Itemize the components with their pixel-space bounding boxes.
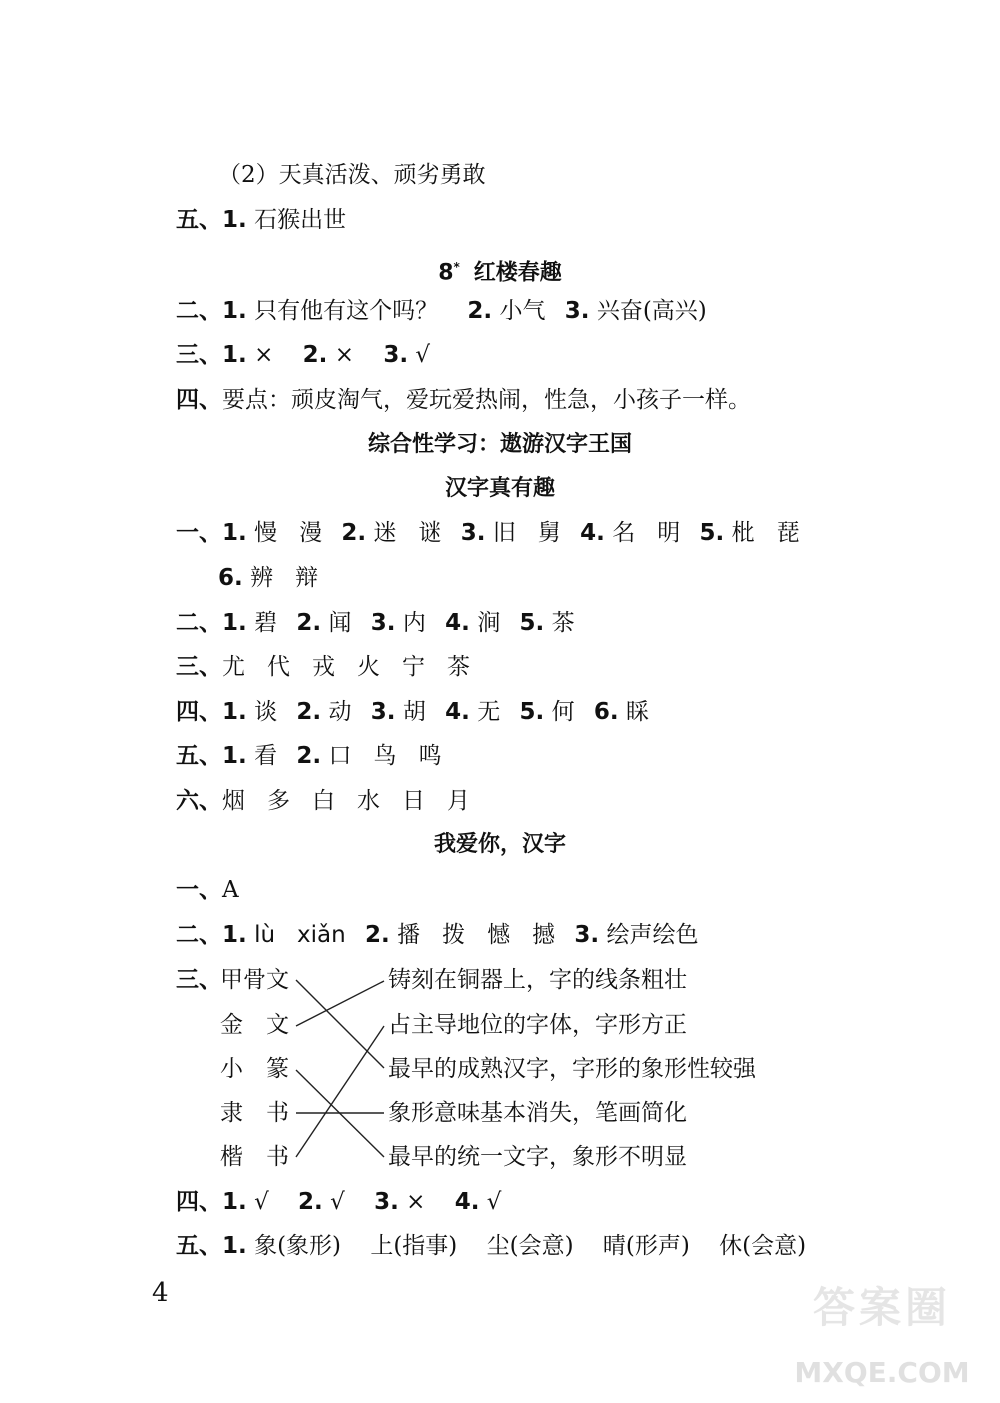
answer-char: 涧 — [477, 610, 501, 636]
answer-char: √ — [486, 1189, 502, 1215]
question-number: 5. — [519, 610, 545, 636]
answer-char: 明 — [657, 520, 681, 546]
answer-char: 谜 — [418, 520, 442, 546]
answer-char: 看 — [254, 743, 278, 769]
answer-text: 只有他有这个吗？ — [254, 298, 439, 324]
page-number: 4 — [152, 1278, 169, 1308]
question-number: 3. — [374, 1189, 399, 1215]
question-number: 4. — [454, 1189, 480, 1215]
answer-char: 动 — [328, 699, 352, 725]
question-number: 5. — [519, 699, 545, 725]
question-number: 二、1. — [176, 922, 247, 948]
question-number: 3. — [383, 342, 409, 368]
answer-text: 小气 — [499, 298, 546, 324]
answer-text: 尘(会意) — [486, 1233, 574, 1259]
answer-char: 慢 — [254, 520, 278, 546]
question-number: 六、 — [176, 788, 222, 814]
question-number: 2. — [298, 1189, 323, 1215]
answer-text: × — [254, 342, 274, 368]
answer-char: 口 — [328, 743, 352, 769]
question-number: 3. — [574, 922, 600, 948]
answer-char: 白 — [312, 788, 335, 814]
answer-line — [176, 1187, 501, 1217]
question-number: 四、 — [176, 387, 222, 413]
answer-char: 宁 — [402, 654, 425, 680]
match-left-item: 楷 书 — [220, 1144, 289, 1170]
answer-char: 拨 — [442, 922, 466, 948]
question-number: 4. — [445, 610, 470, 636]
question-number: 三、1. — [176, 342, 247, 368]
answer-char: 多 — [267, 788, 290, 814]
answer-text: 晴(形声) — [602, 1233, 690, 1259]
answer-char: 茶 — [551, 610, 575, 636]
answer-char: 烟 — [222, 788, 245, 814]
watermark — [792, 1269, 972, 1389]
answer-char: 鸟 — [373, 743, 397, 769]
answer-text: √ — [415, 342, 431, 368]
match-line — [296, 981, 384, 1026]
answer-char: 茶 — [447, 654, 470, 680]
question-number: 3. — [370, 610, 396, 636]
question-number: 三、 — [176, 654, 222, 680]
question-number: 二、1. — [176, 610, 247, 636]
answer-char: 播 — [397, 922, 421, 948]
answer-char: 迷 — [373, 520, 397, 546]
pinyin: lù — [254, 922, 276, 948]
question-number: 五、1. — [176, 1233, 247, 1259]
answer-char: √ — [254, 1189, 269, 1215]
match-line — [296, 980, 384, 1068]
question-number: 3. — [370, 699, 396, 725]
answer-char: 谈 — [254, 699, 278, 725]
answer-text: 要点：顽皮淘气，爱玩爱热闹，性急，小孩子一样。 — [222, 387, 751, 413]
pinyin: xiǎn — [297, 922, 346, 948]
watermark-logo: 答案圈 — [812, 1283, 951, 1332]
answer-char: 名 — [612, 520, 636, 546]
answer-char: 日 — [402, 788, 425, 814]
answer-char: 胡 — [402, 699, 426, 725]
match-right-item: 铸刻在铜器上，字的线条粗壮 — [388, 967, 687, 993]
section-heading: 汉字真有趣 — [444, 476, 555, 501]
question-number: 2. — [365, 922, 390, 948]
question-number: 一、 — [176, 877, 222, 903]
match-left-item: 甲骨文 — [220, 967, 289, 993]
match-left-item: 隶 书 — [220, 1100, 289, 1126]
match-right-item: 最早的统一文字，象形不明显 — [388, 1144, 687, 1170]
answer-text: 象(象形) — [254, 1233, 342, 1259]
question-number: 4. — [445, 699, 470, 725]
answer-text: A — [222, 877, 239, 903]
answer-text: 石猴出世 — [254, 207, 347, 233]
match-right-item: 占主导地位的字体，字形方正 — [388, 1012, 687, 1038]
question-number: 一、1. — [176, 520, 247, 546]
question-number: 6. — [218, 565, 243, 591]
question-number: 五、1. — [176, 743, 247, 769]
lesson-title: 红楼春趣 — [473, 260, 562, 286]
answer-char: 碧 — [254, 610, 278, 636]
answer-char: 辩 — [295, 565, 319, 591]
answer-char: 旧 — [492, 520, 516, 546]
answer-char: √ — [330, 1189, 345, 1215]
question-number: 4. — [580, 520, 605, 546]
answer-char: 枇 — [731, 520, 755, 546]
answer-char: 火 — [357, 654, 380, 680]
question-number: 二、1. — [176, 298, 247, 324]
answer-line: （2）天真活泼、顽劣勇敢 — [218, 162, 486, 188]
question-number: 2. — [296, 743, 322, 769]
answer-char: 月 — [447, 788, 470, 814]
section-heading: 我爱你，汉字 — [433, 832, 566, 857]
answer-text: 上(指事) — [370, 1233, 458, 1259]
answer-text: 绘声绘色 — [606, 922, 699, 948]
answer-char: 代 — [267, 654, 290, 680]
answer-char: 戎 — [312, 654, 335, 680]
question-number: 3. — [460, 520, 486, 546]
question-number: 3. — [564, 298, 590, 324]
question-number: 四、1. — [176, 699, 247, 725]
answer-char: 闻 — [328, 610, 352, 636]
answer-char: 辨 — [250, 565, 274, 591]
answer-char: 尤 — [222, 654, 245, 680]
lesson-number: 8 — [438, 260, 454, 286]
match-line — [296, 1026, 384, 1157]
answer-char: 无 — [477, 699, 501, 725]
answer-line — [176, 1231, 806, 1261]
answer-char: 琵 — [776, 520, 800, 546]
question-number: 2. — [296, 699, 322, 725]
answer-text: 休(会意) — [719, 1233, 807, 1259]
question-number: 四、1. — [176, 1189, 247, 1215]
lesson-star: * — [453, 260, 460, 274]
watermark-text: MXQE.COM — [794, 1356, 970, 1389]
match-left-item: 小 篆 — [220, 1056, 289, 1082]
question-number: 五、1. — [176, 207, 247, 233]
answer-char: × — [406, 1189, 426, 1215]
question-number: 2. — [341, 520, 367, 546]
answer-char: 睬 — [625, 699, 649, 725]
answer-char: 舅 — [537, 520, 561, 546]
question-number: 5. — [699, 520, 725, 546]
match-right-item: 最早的成熟汉字，字形的象形性较强 — [388, 1056, 756, 1082]
answer-text: 兴奋(高兴) — [596, 298, 707, 324]
answer-char: 撼 — [532, 922, 556, 948]
question-number: 2. — [296, 610, 322, 636]
section-heading: 综合性学习：遨游汉字王国 — [367, 432, 632, 457]
answer-char: 内 — [402, 610, 426, 636]
question-number: 2. — [302, 342, 328, 368]
question-number: 三、 — [176, 967, 222, 993]
match-left-item: 金 文 — [220, 1012, 289, 1038]
answer-char: 憾 — [487, 922, 511, 948]
question-number: 2. — [467, 298, 493, 324]
match-right-item: 象形意味基本消失，笔画简化 — [388, 1100, 687, 1126]
answer-char: 何 — [551, 699, 575, 725]
answer-char: 鸣 — [418, 743, 442, 769]
answer-char: 漫 — [299, 520, 323, 546]
question-number: 6. — [593, 699, 619, 725]
answer-char: 水 — [357, 788, 380, 814]
answer-text: × — [334, 342, 354, 368]
